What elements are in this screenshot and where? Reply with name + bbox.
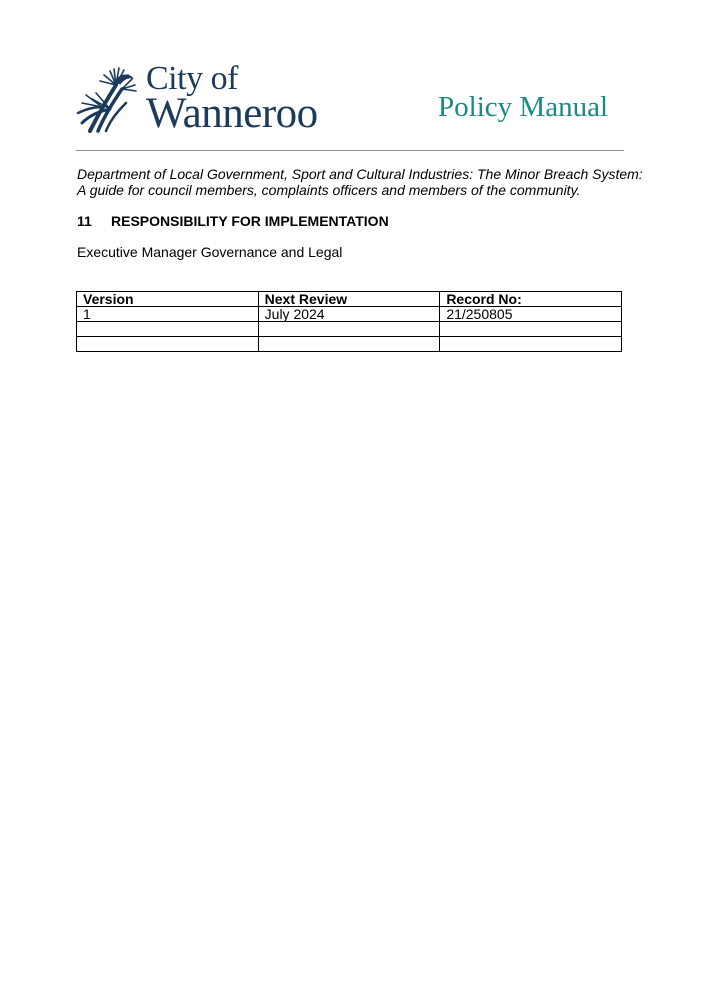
manual-title: Policy Manual xyxy=(438,91,608,123)
table-row xyxy=(77,307,622,322)
city-logo xyxy=(76,60,326,137)
cell-record-no: 21/250805 xyxy=(440,307,622,322)
header-version: Version xyxy=(77,292,259,307)
cell-version xyxy=(77,322,259,337)
header-record-no: Record No: xyxy=(440,292,622,307)
cell-version: 1 xyxy=(77,307,259,322)
reference-line: Department of Local Government, Sport and Cultural Industries: The Minor Breach System: xyxy=(77,166,643,182)
table-row xyxy=(77,322,622,337)
section-heading xyxy=(77,213,389,229)
section-title: RESPONSIBILITY FOR IMPLEMENTATION xyxy=(111,213,389,229)
section-number: 11 xyxy=(77,213,92,229)
cell-next-review xyxy=(258,322,440,337)
cell-version xyxy=(77,337,259,352)
cell-record-no xyxy=(440,322,622,337)
cell-next-review xyxy=(258,337,440,352)
page-header xyxy=(76,60,624,137)
record-table xyxy=(76,291,622,352)
cell-next-review: July 2024 xyxy=(258,307,440,322)
reference-line: A guide for council members, complaints officers and members of the community. xyxy=(77,182,581,198)
logo-name-text: Wanneroo xyxy=(146,90,318,137)
header-divider xyxy=(76,150,624,151)
reference-citation xyxy=(77,166,643,198)
table-row xyxy=(77,337,622,352)
table-header-row xyxy=(77,292,622,307)
responsible-officer: Executive Manager Governance and Legal xyxy=(77,244,343,260)
header-next-review: Next Review xyxy=(258,292,440,307)
cell-record-no xyxy=(440,337,622,352)
kangaroo-paw-icon xyxy=(76,65,138,133)
logo-city-text: City of xyxy=(146,60,238,97)
